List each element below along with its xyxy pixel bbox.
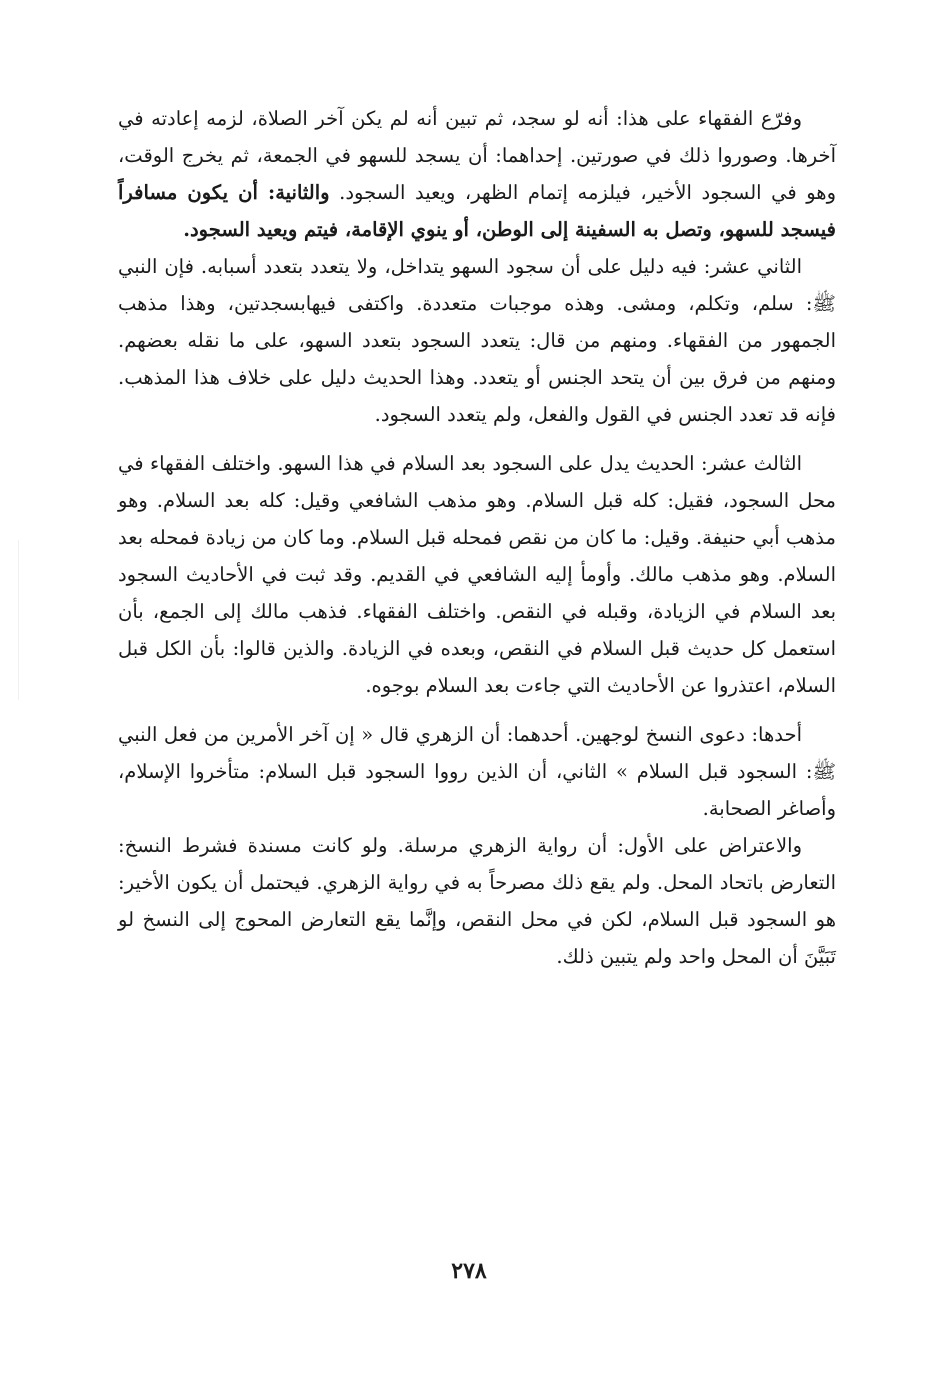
paragraph-text: والاعتراض على الأول: أن رواية الزهري مرسلة. ولو كانت مسندة فشرط النسخ: التعارض باتحاد المحل. ولم يقع ذلك مصرحاً به في رواية الزهري. فيحتمل أن يكون الأخير: هو السجود قبل السلام، لكن في محل النقص، وإنَّما يقع التعارض المحوج إلى النسخ لو تَبَيَّنَ أن المحل واحد ولم يتبين ذلك.	[118, 834, 836, 968]
body-text	[118, 100, 836, 975]
paragraph-thirteenth	[118, 445, 836, 704]
page-number: ٢٧٨	[451, 1258, 487, 1284]
paragraph-text: أحدها: دعوى النسخ لوجهين. أحدهما: أن الزهري قال « إن آخر الأمرين من فعل النبي ﷺ: السجود قبل السلام » الثاني، أن الذين رووا السجود قبل السلام: متأخروا الإسلام، وأصاغر الصحابة.	[118, 723, 836, 820]
paragraph-text: وفرّع الفقهاء على هذا: أنه لو سجد، ثم تبين أنه لم يكن آخر الصلاة، لزمه إعادته في آخرها. وصوروا ذلك في صورتين. إحداهما: أن يسجد للسهو في الجمعة، ثم يخرج الوقت، وهو في السجود الأخير، فيلزمه إتمام الظهر، ويعيد السجود.	[118, 107, 836, 204]
paragraph-sujood-repeat	[118, 100, 836, 248]
paragraph-text: الثاني عشر: فيه دليل على أن سجود السهو يتداخل، ولا يتعدد بتعدد أسبابه. فإن النبي ﷺ: سلم، وتكلم، ومشى. وهذه موجبات متعددة. واكتفى فيهابسجدتين، وهذا مذهب الجمهور من الفقهاء. ومنهم من قال: يتعدد السجود بتعدد السهو، على ما نقله بعضهم. ومنهم من فرق بين أن يتحد الجنس أو يتعدد. وهذا الحديث دليل على خلاف هذا المذهب. فإنه قد تعدد الجنس في القول والفعل، ولم يتعدد السجود.	[118, 255, 836, 426]
paragraph-twelfth	[118, 248, 836, 433]
paragraph-bold-text: والثانية: أن يكون مسافراً فيسجد للسهو، وتصل به السفينة إلى الوطن، أو ينوي الإقامة، فيتم ويعيد السجود.	[118, 181, 836, 241]
scan-edge-line	[18, 540, 19, 700]
paragraph-text: الثالث عشر: الحديث يدل على السجود بعد السلام في هذا السهو. واختلف الفقهاء في محل السجود، فقيل: كله قبل السلام. وهو مذهب الشافعي وقيل: كله بعد السلام. وهو مذهب أبي حنيفة. وقيل: ما كان من نقص فمحله قبل السلام. وما كان من زيادة فمحله بعد السلام. وهو مذهب مالك. وأومأ إليه الشافعي في القديم. وقد ثبت في الأحاديث السجود بعد السلام في الزيادة، وقبله في النقص. واختلف الفقهاء. فذهب مالك إلى الجمع، بأن استعمل كل حديث قبل السلام في النقص، وبعده في الزيادة. والذين قالوا: بأن الكل قبل السلام، اعتذروا عن الأحاديث التي جاءت بعد السلام بوجوه.	[118, 452, 836, 697]
paragraph-objection	[118, 827, 836, 975]
paragraph-first-argument	[118, 716, 836, 827]
